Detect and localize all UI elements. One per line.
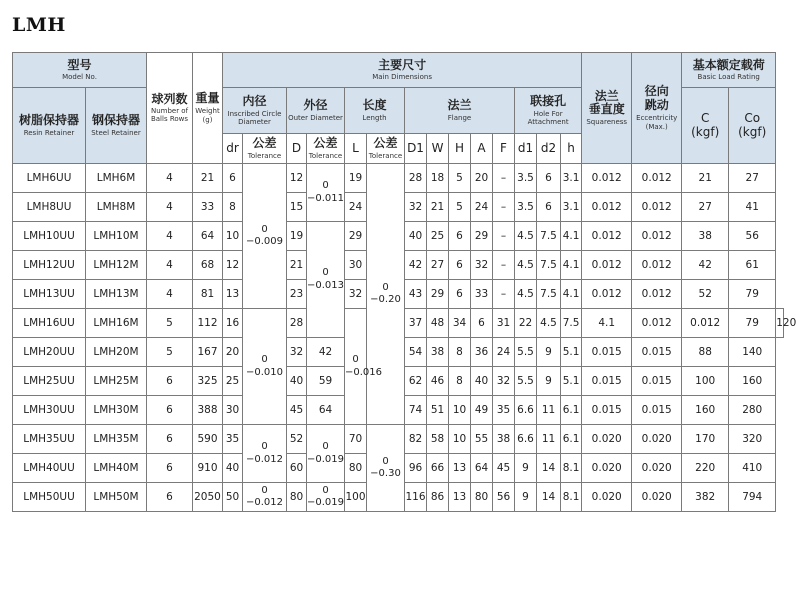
squareness-value: 0.012	[582, 164, 632, 193]
d1-hole-header: d1	[515, 134, 537, 164]
squareness-value: 0.015	[582, 338, 632, 367]
hole-h-value: 8.1	[561, 454, 582, 483]
w-value: 58	[427, 425, 449, 454]
hole-d2-value: 7.5	[537, 280, 561, 309]
squareness-value: 0.015	[582, 367, 632, 396]
d-value: 52	[287, 425, 307, 454]
steel-model: LMH10M	[86, 222, 147, 251]
w-value: 21	[427, 193, 449, 222]
d-tolerance: 0 −0.016	[345, 309, 367, 425]
squareness-value: 0.012	[582, 280, 632, 309]
f-value: –	[493, 222, 515, 251]
load-rating-header: 基本额定载荷 Basic Load Rating	[682, 53, 776, 88]
model-no-header: 型号 Model No.	[13, 53, 147, 88]
d1-value: 82	[405, 425, 427, 454]
resin-model: LMH50UU	[13, 483, 86, 512]
a-value: 29	[471, 222, 493, 251]
l-header: L	[345, 134, 367, 164]
dr-value: 13	[223, 280, 243, 309]
l-value: 64	[307, 396, 345, 425]
squareness-value: 0.020	[582, 454, 632, 483]
dr-tolerance: 0 −0.010	[243, 309, 287, 425]
steel-model: LMH40M	[86, 454, 147, 483]
hole-d2-value: 11	[537, 425, 561, 454]
weight: 2050	[193, 483, 223, 512]
l-value: 59	[307, 367, 345, 396]
steel-model: LMH50M	[86, 483, 147, 512]
c-value: 170	[682, 425, 729, 454]
d-tolerance: 0 −0.019	[307, 483, 345, 512]
d1-value: 116	[405, 483, 427, 512]
a-value: 80	[471, 483, 493, 512]
a-value: 20	[471, 164, 493, 193]
d1-flange-header: D1	[405, 134, 427, 164]
co-value: 410	[729, 454, 776, 483]
outer-diameter-header: 外径 Outer Diameter	[287, 88, 345, 134]
d1-value: 48	[427, 309, 449, 338]
co-value: 79	[729, 280, 776, 309]
hole-d1-value: 4.5	[515, 251, 537, 280]
inner-diameter-header: 内径 Inscribed Circle Diameter	[223, 88, 287, 134]
eccentricity-value: 0.020	[632, 425, 682, 454]
d-value: 19	[287, 222, 307, 251]
hole-d2-value: 7.5	[537, 222, 561, 251]
d-value: 12	[287, 164, 307, 193]
h-flange-header: H	[449, 134, 471, 164]
d-value: 23	[287, 280, 307, 309]
resin-model: LMH35UU	[13, 425, 86, 454]
co-value: 280	[729, 396, 776, 425]
hole-h-value: 4.1	[561, 251, 582, 280]
l-value: 70	[345, 425, 367, 454]
dr-tolerance: 0 −0.012	[243, 483, 287, 512]
a-value: 31	[493, 309, 515, 338]
resin-model: LMH16UU	[13, 309, 86, 338]
hole-h-value: 3.1	[561, 164, 582, 193]
hole-d1-value: 5.5	[515, 338, 537, 367]
w-value: 46	[427, 367, 449, 396]
d-value: 45	[287, 396, 307, 425]
w-value: 18	[427, 164, 449, 193]
f-value: –	[493, 280, 515, 309]
c-value: 79	[729, 309, 776, 338]
d-value: 80	[287, 483, 307, 512]
weight: 64	[193, 222, 223, 251]
d-value: 28	[287, 309, 307, 338]
dr-value: 8	[223, 193, 243, 222]
f-value: 24	[493, 338, 515, 367]
h-value: 13	[449, 483, 471, 512]
l-value: 19	[345, 164, 367, 193]
a-value: 40	[471, 367, 493, 396]
dr-value: 30	[223, 396, 243, 425]
d1-value: 42	[405, 251, 427, 280]
resin-model: LMH40UU	[13, 454, 86, 483]
h-value: 5	[449, 164, 471, 193]
eccentricity-value: 0.020	[632, 483, 682, 512]
resin-model: LMH10UU	[13, 222, 86, 251]
weight: 81	[193, 280, 223, 309]
l-value: 80	[345, 454, 367, 483]
squareness-value: 0.012	[582, 222, 632, 251]
hole-h-value: 6.1	[561, 425, 582, 454]
f-value: –	[493, 251, 515, 280]
d-value: 21	[287, 251, 307, 280]
co-value: 41	[729, 193, 776, 222]
ball-rows-header: 球列数 Number of Balls Rows	[147, 53, 193, 164]
page-title: LMH	[12, 14, 66, 36]
w-value: 51	[427, 396, 449, 425]
co-value: 320	[729, 425, 776, 454]
d-tolerance-header: 公差 Tolerance	[307, 134, 345, 164]
dr-value: 12	[223, 251, 243, 280]
w-header: W	[427, 134, 449, 164]
resin-model: LMH20UU	[13, 338, 86, 367]
steel-model: LMH30M	[86, 396, 147, 425]
hole-h-value: 4.1	[561, 222, 582, 251]
d1-value: 40	[405, 222, 427, 251]
squareness-value: 0.020	[582, 483, 632, 512]
hole-d2-value: 9	[537, 338, 561, 367]
main-dimensions-header: 主要尺寸 Main Dimensions	[223, 53, 582, 88]
resin-model: LMH13UU	[13, 280, 86, 309]
dr-header: dr	[223, 134, 243, 164]
a-value: 49	[471, 396, 493, 425]
co-value: 61	[729, 251, 776, 280]
h-hole-header: h	[561, 134, 582, 164]
h-value: 8	[449, 338, 471, 367]
dr-tolerance: 0 −0.009	[243, 164, 287, 309]
dr-value: 25	[223, 367, 243, 396]
weight: 167	[193, 338, 223, 367]
c-value: 21	[682, 164, 729, 193]
d1-value: 54	[405, 338, 427, 367]
hole-d2-value: 9	[537, 367, 561, 396]
eccentricity-value: 0.015	[632, 338, 682, 367]
resin-model: LMH30UU	[13, 396, 86, 425]
d2-header: d2	[537, 134, 561, 164]
ball-rows: 6	[147, 483, 193, 512]
hole-d1-value: 5.5	[515, 367, 537, 396]
c-value: 100	[682, 367, 729, 396]
squareness-value: 0.015	[582, 396, 632, 425]
eccentricity-value: 0.012	[632, 222, 682, 251]
d-tolerance: 0 −0.011	[307, 164, 345, 222]
d1-value: 62	[405, 367, 427, 396]
hole-d2-value: 7.5	[561, 309, 582, 338]
dr-value: 6	[223, 164, 243, 193]
ball-rows: 4	[147, 280, 193, 309]
steel-model: LMH16M	[86, 309, 147, 338]
a-value: 24	[471, 193, 493, 222]
f-value: 38	[493, 425, 515, 454]
c-value: 220	[682, 454, 729, 483]
hole-d2-value: 11	[537, 396, 561, 425]
dr-value: 20	[223, 338, 243, 367]
d1-value: 74	[405, 396, 427, 425]
eccentricity-header: 径向 跳动 Eccentricity (Max.)	[632, 53, 682, 164]
h-value: 10	[449, 396, 471, 425]
ball-rows: 4	[147, 193, 193, 222]
hole-d1-value: 9	[515, 454, 537, 483]
ball-rows: 4	[147, 164, 193, 193]
h-value: 13	[449, 454, 471, 483]
f-value: 22	[515, 309, 537, 338]
dr-value: 16	[223, 309, 243, 338]
h-value: 5	[449, 193, 471, 222]
w-value: 66	[427, 454, 449, 483]
hole-d1-value: 4.5	[537, 309, 561, 338]
eccentricity-value: 0.015	[632, 396, 682, 425]
hole-d2-value: 6	[537, 164, 561, 193]
c-value: 160	[682, 396, 729, 425]
l-value: 30	[345, 251, 367, 280]
co-value: 56	[729, 222, 776, 251]
a-value: 55	[471, 425, 493, 454]
hole-h-value: 4.1	[582, 309, 632, 338]
weight: 68	[193, 251, 223, 280]
eccentricity-value: 0.012	[682, 309, 729, 338]
eccentricity-value: 0.012	[632, 251, 682, 280]
resin-model: LMH8UU	[13, 193, 86, 222]
h-value: 6	[471, 309, 493, 338]
l-value: 32	[345, 280, 367, 309]
co-value: 160	[729, 367, 776, 396]
hole-d1-value: 4.5	[515, 222, 537, 251]
c-value: 38	[682, 222, 729, 251]
d-value: 15	[287, 193, 307, 222]
table-row	[13, 164, 784, 193]
weight: 388	[193, 396, 223, 425]
resin-model: LMH6UU	[13, 164, 86, 193]
co-value: 27	[729, 164, 776, 193]
co-header: Co (kgf)	[729, 88, 776, 164]
ball-rows: 5	[147, 309, 193, 338]
h-value: 8	[449, 367, 471, 396]
d1-value: 28	[405, 164, 427, 193]
hole-d2-value: 14	[537, 454, 561, 483]
squareness-value: 0.020	[582, 425, 632, 454]
hole-d1-value: 6.6	[515, 396, 537, 425]
hole-d1-value: 3.5	[515, 193, 537, 222]
flange-header: 法兰 Flange	[405, 88, 515, 134]
squareness-value: 0.012	[582, 193, 632, 222]
hole-h-value: 6.1	[561, 396, 582, 425]
l-value: 24	[345, 193, 367, 222]
weight-header: 重量 Weight (g)	[193, 53, 223, 164]
l-tolerance: 0 −0.20	[367, 164, 405, 425]
hole-h-value: 5.1	[561, 367, 582, 396]
ball-rows: 5	[147, 338, 193, 367]
hole-h-value: 8.1	[561, 483, 582, 512]
a-value: 33	[471, 280, 493, 309]
dr-tolerance-header: 公差 Tolerance	[243, 134, 287, 164]
resin-model: LMH12UU	[13, 251, 86, 280]
d1-value: 43	[405, 280, 427, 309]
a-value: 32	[471, 251, 493, 280]
steel-model: LMH6M	[86, 164, 147, 193]
specification-table	[12, 52, 796, 512]
co-value: 140	[729, 338, 776, 367]
ball-rows: 4	[147, 222, 193, 251]
l-value: 42	[307, 338, 345, 367]
weight: 33	[193, 193, 223, 222]
resin-model: LMH25UU	[13, 367, 86, 396]
weight: 325	[193, 367, 223, 396]
l-value: 100	[345, 483, 367, 512]
ball-rows: 6	[147, 454, 193, 483]
d-tolerance: 0 −0.019	[307, 425, 345, 483]
steel-model: LMH8M	[86, 193, 147, 222]
d-value: 32	[287, 338, 307, 367]
w-value: 27	[427, 251, 449, 280]
l-tolerance-header: 公差 Tolerance	[367, 134, 405, 164]
squareness-header: 法兰 垂直度 Squareness	[582, 53, 632, 164]
c-value: 27	[682, 193, 729, 222]
dr-value: 40	[223, 454, 243, 483]
h-value: 6	[449, 251, 471, 280]
d1-value: 96	[405, 454, 427, 483]
a-header: A	[471, 134, 493, 164]
squareness-value: 0.012	[632, 309, 682, 338]
attachment-hole-header: 联接孔 Hole For Attachment	[515, 88, 582, 134]
steel-model: LMH25M	[86, 367, 147, 396]
hole-h-value: 5.1	[561, 338, 582, 367]
dr-tolerance: 0 −0.012	[243, 425, 287, 483]
squareness-value: 0.012	[582, 251, 632, 280]
eccentricity-value: 0.012	[632, 193, 682, 222]
dr-value: 35	[223, 425, 243, 454]
w-value: 29	[427, 280, 449, 309]
hole-d2-value: 6	[537, 193, 561, 222]
h-value: 6	[449, 222, 471, 251]
c-value: 382	[682, 483, 729, 512]
ball-rows: 4	[147, 251, 193, 280]
c-header: C (kgf)	[682, 88, 729, 164]
f-value: 35	[493, 396, 515, 425]
eccentricity-value: 0.015	[632, 367, 682, 396]
weight: 112	[193, 309, 223, 338]
hole-d2-value: 14	[537, 483, 561, 512]
steel-model: LMH13M	[86, 280, 147, 309]
w-value: 86	[427, 483, 449, 512]
length-header: 长度 Length	[345, 88, 405, 134]
eccentricity-value: 0.012	[632, 164, 682, 193]
steel-retainer-header: 钢保持器 Steel Retainer	[86, 88, 147, 164]
hole-d1-value: 4.5	[515, 280, 537, 309]
co-value: 120	[776, 309, 784, 338]
h-value: 6	[449, 280, 471, 309]
dr-value: 50	[223, 483, 243, 512]
f-value: –	[493, 193, 515, 222]
f-value: 56	[493, 483, 515, 512]
hole-d1-value: 6.6	[515, 425, 537, 454]
h-value: 10	[449, 425, 471, 454]
l-value: 37	[405, 309, 427, 338]
d-value: 60	[287, 454, 307, 483]
f-value: 32	[493, 367, 515, 396]
w-value: 34	[449, 309, 471, 338]
ball-rows: 6	[147, 396, 193, 425]
f-header: F	[493, 134, 515, 164]
ball-rows: 6	[147, 367, 193, 396]
co-value: 794	[729, 483, 776, 512]
dr-value: 10	[223, 222, 243, 251]
table-row	[13, 425, 784, 454]
f-value: –	[493, 164, 515, 193]
l-value: 29	[345, 222, 367, 251]
a-value: 36	[471, 338, 493, 367]
f-value: 45	[493, 454, 515, 483]
steel-model: LMH12M	[86, 251, 147, 280]
hole-h-value: 4.1	[561, 280, 582, 309]
w-value: 38	[427, 338, 449, 367]
weight: 910	[193, 454, 223, 483]
c-value: 42	[682, 251, 729, 280]
d-header: D	[287, 134, 307, 164]
steel-model: LMH35M	[86, 425, 147, 454]
d-value: 40	[287, 367, 307, 396]
hole-d1-value: 3.5	[515, 164, 537, 193]
eccentricity-value: 0.020	[632, 454, 682, 483]
weight: 21	[193, 164, 223, 193]
w-value: 25	[427, 222, 449, 251]
hole-h-value: 3.1	[561, 193, 582, 222]
steel-model: LMH20M	[86, 338, 147, 367]
d1-value: 32	[405, 193, 427, 222]
weight: 590	[193, 425, 223, 454]
a-value: 64	[471, 454, 493, 483]
c-value: 88	[682, 338, 729, 367]
c-value: 52	[682, 280, 729, 309]
ball-rows: 6	[147, 425, 193, 454]
l-tolerance: 0 −0.30	[367, 425, 405, 512]
d-tolerance: 0 −0.013	[307, 222, 345, 338]
hole-d1-value: 9	[515, 483, 537, 512]
eccentricity-value: 0.012	[632, 280, 682, 309]
resin-retainer-header: 树脂保持器 Resin Retainer	[13, 88, 86, 164]
hole-d2-value: 7.5	[537, 251, 561, 280]
